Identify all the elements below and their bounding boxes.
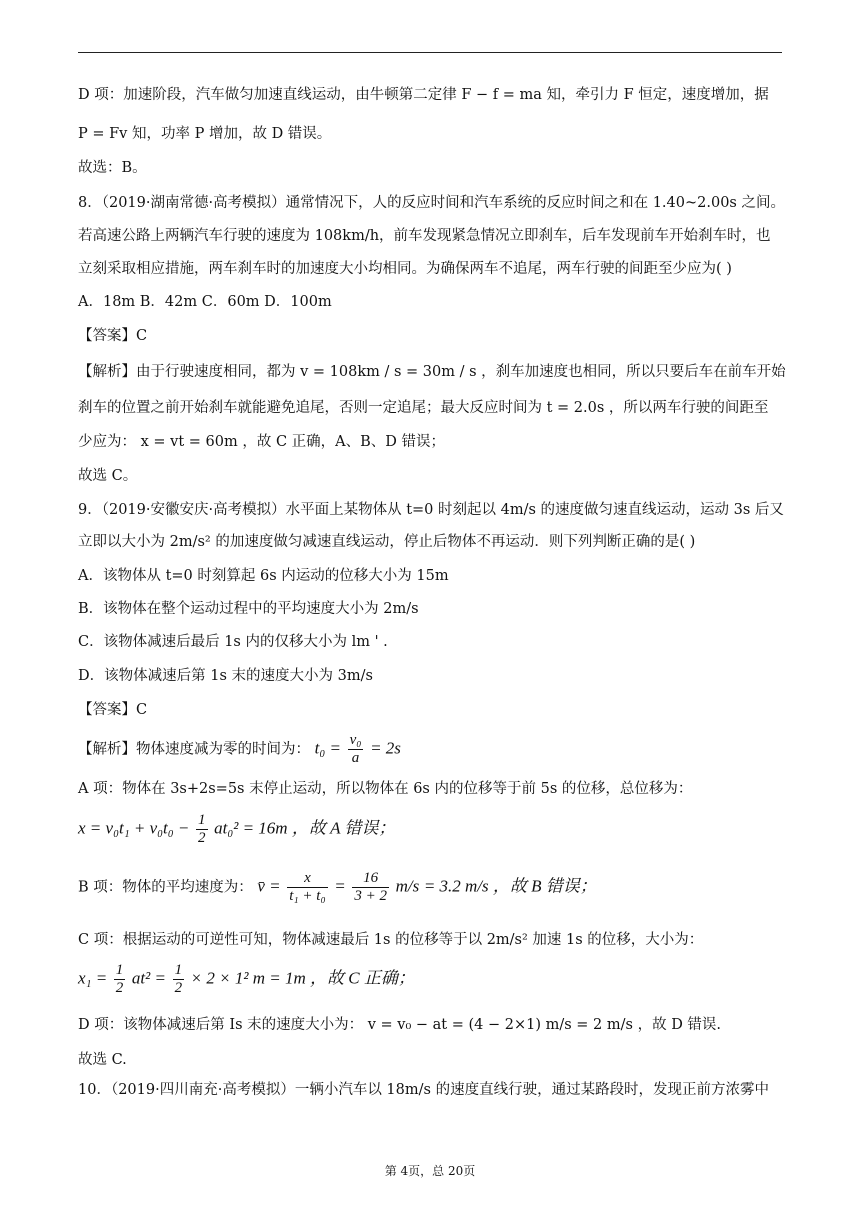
text-line: 少应为： x = vt = 60m ，故 C 正确，A、B、D 错误； [78, 434, 446, 450]
analysis-line: 【解析】由于行驶速度相同，都为 v = 108km / s = 30m / s ，刹车加速度也相同，所以只要后车在前车开始 [78, 364, 786, 380]
denominator: 2 [174, 980, 183, 996]
formula-text: v̄ = [257, 876, 281, 896]
denominator: 2 [198, 830, 206, 846]
numerator: v₀ [349, 732, 362, 748]
analysis-line [78, 732, 401, 767]
text-line: C 项：根据运动的可逆性可知，物体减速最后 1s 的位移等于以 2m/s² 加速 1s 的位移，大小为： [78, 932, 704, 948]
denominator: a [351, 750, 360, 766]
text-line: A 项：物体在 3s+2s=5s 末停止运动，所以物体在 6s 内的位移等于前 5s 的位移，总位移为： [78, 781, 693, 797]
fraction [348, 732, 364, 767]
denominator: 2 [115, 980, 124, 996]
numerator: 1 [115, 962, 124, 978]
question-9-line: 9．（2019·安徽安庆·高考模拟）水平面上某物体从 t=0 时刻起以 4m/s 的速度做匀速直线运动，运动 3s 后又 [78, 502, 784, 518]
text-line: 若高速公路上两辆汽车行驶的速度为 108km/h，前车发现紧急情况立即刹车，后车发现前车开始刹车时，也 [78, 228, 771, 244]
text-line: 故选：B。 [78, 160, 147, 176]
text-line: 立刻采取相应措施，两车刹车时的加速度大小均相同。为确保两车不追尾，两车行驶的间距至少应为( ) [78, 261, 732, 277]
formula-text: at² = [131, 968, 166, 988]
formula-text: = 2s [370, 738, 401, 758]
text-line: P = Fv 知，功率 P 增加，故 D 错误。 [78, 126, 332, 142]
option-b: B．该物体在整个运动过程中的平均速度大小为 2m/s [78, 601, 419, 617]
numerator: 16 [352, 870, 389, 888]
denominator: t₁ + t₀ [289, 888, 326, 904]
text-line: D 项：该物体减速后第 Is 末的速度大小为： v = v₀ − at = (4 − 2×1) m/s = 2 m/s ，故 D 错误. [78, 1017, 722, 1033]
formula-line [78, 812, 395, 847]
formula-text: t₀ = [314, 738, 341, 758]
question-10-line: 10．（2019·四川南充·高考模拟）一辆小汽车以 18m/s 的速度直线行驶，通过某路段时，发现正前方浓雾中 [78, 1082, 770, 1098]
fraction [114, 962, 126, 997]
text-line: 刹车的位置之前开始刹车就能避免追尾，否则一定追尾；最大反应时间为 t = 2.0s ，所以两车行驶的间距至 [78, 400, 769, 416]
formula-text: at₀² = 16m ，故 A 错误； [214, 818, 396, 838]
answer-label: 【答案】C [78, 328, 148, 344]
option-d: D．该物体减速后第 1s 末的速度大小为 3m/s [78, 668, 373, 684]
formula-text: × 2 × 1² m = 1m ，故 C 正确； [190, 968, 415, 988]
denominator: 3 + 2 [354, 888, 387, 904]
fraction [352, 870, 389, 905]
fraction [196, 812, 208, 847]
formula-line: B 项：物体的平均速度为： v̄ = $\frac{x}{\text{t₁ + t₀}}$ = $\frac{16}{3 + 2}$ m/s = 3.2 m/s ，故 B 错误； [78, 870, 597, 904]
question-8-line: 8．（2019·湖南常德·高考模拟）通常情况下，人的反应时间和汽车系统的反应时间之和在 1.40~2.00s 之间。 [78, 195, 785, 211]
formula-line [78, 962, 415, 997]
page-footer: 第 4页，总 20页 [384, 1164, 476, 1178]
numerator: 1 [174, 962, 183, 978]
fraction [287, 870, 327, 905]
header-rule [78, 52, 782, 53]
formula-text: x = v₀t₁ + v₀t₀ − [78, 818, 190, 838]
analysis-text: B 项：物体的平均速度为： [78, 879, 253, 896]
option-a: A．该物体从 t=0 时刻算起 6s 内运动的位移大小为 15m [78, 568, 449, 584]
text-line: 立即以大小为 2m/s² 的加速度做匀减速直线运动，停止后物体不再运动．则下列判断正确的是( ) [78, 534, 696, 550]
answer-label: 【答案】C [78, 702, 148, 718]
options-line: A．18m B．42m C．60m D．100m [78, 294, 332, 310]
text-line: 故选 C。 [78, 468, 138, 484]
numerator: 1 [198, 812, 206, 828]
formula-text: x₁ = [78, 968, 108, 988]
unit-text: m/s [395, 876, 420, 896]
text-line: D 项：加速阶段，汽车做匀加速直线运动，由牛顿第二定律 F − f = ma 知，牵引力 F 恒定，速度增加，据 [78, 87, 769, 103]
formula-text: = 3.2 m/s ，故 B 错误； [423, 876, 597, 896]
text-line: 故选 C. [78, 1052, 127, 1068]
option-c: C．该物体减速后最后 1s 内的仅移大小为 lm ' . [78, 634, 388, 650]
analysis-text: 【解析】物体速度减为零的时间为： [78, 741, 310, 758]
numerator: x [287, 870, 327, 888]
fraction [173, 962, 185, 997]
